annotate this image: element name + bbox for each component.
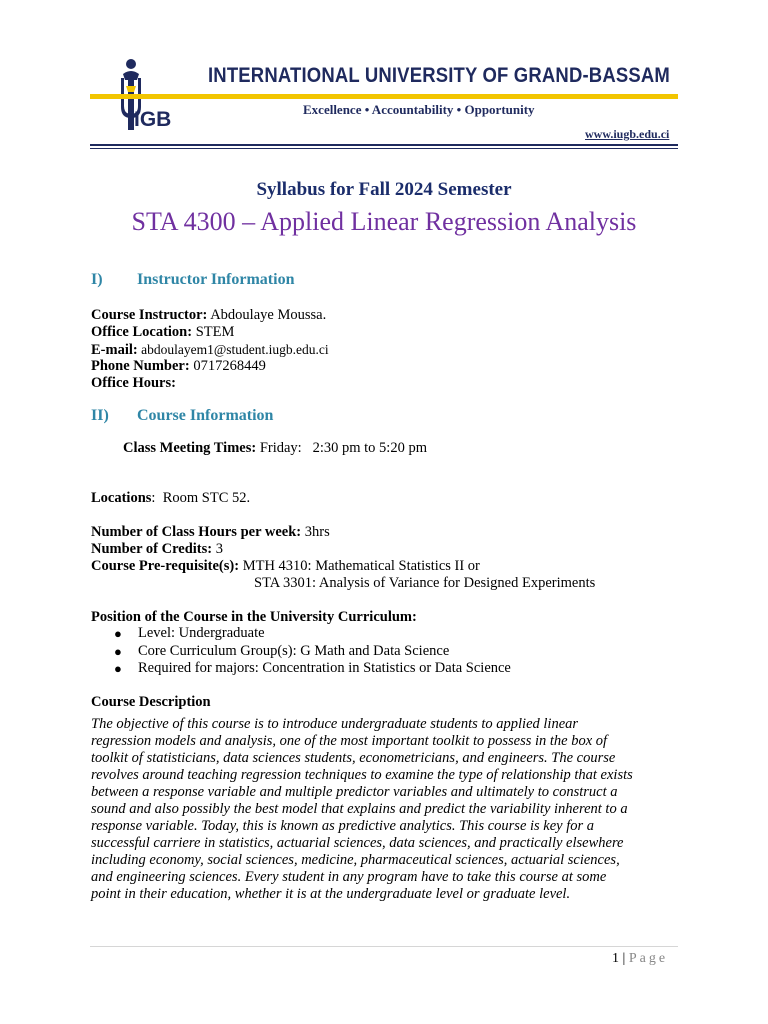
bullet-icon: ● xyxy=(114,626,122,641)
description-line: between a response variable and multiple predictor variables and ultimately to construct a xyxy=(91,784,618,800)
description-line: successful carriere in statistics, actuarial sciences, data sciences, and practically elsewhere xyxy=(91,835,624,851)
office-line xyxy=(91,324,234,341)
field-label: Locations xyxy=(91,490,152,506)
section-heading-instructor xyxy=(91,271,294,289)
field-label: Number of Credits: xyxy=(91,541,213,557)
field-value: 3hrs xyxy=(301,524,330,540)
list-item: ● Level: Undergraduate xyxy=(114,625,265,641)
page-number: 1 xyxy=(612,951,619,966)
description-line: regression models and analysis, one of the most important toolkit to possess in the box of xyxy=(91,733,608,749)
list-item: ● Core Curriculum Group(s): G Math and Data Science xyxy=(114,642,450,659)
field-label: Class Meeting Times: xyxy=(123,440,257,456)
description-line: and engineering sciences. Every student in any program have to take this course at some xyxy=(91,869,607,885)
university-motto: Excellence • Accountability • Opportunity xyxy=(303,102,535,117)
email-line xyxy=(91,341,329,359)
section-heading-course xyxy=(91,407,273,425)
section-title: Course Information xyxy=(137,407,274,424)
section-number: I) xyxy=(91,271,103,288)
header-rule xyxy=(90,144,678,146)
section-number: II) xyxy=(91,407,109,424)
field-label: Course Pre-requisite(s): xyxy=(91,558,240,574)
course-description-heading: Course Description xyxy=(91,694,211,710)
locations-line xyxy=(91,490,250,507)
page-separator: | xyxy=(619,951,629,966)
header-rule-thin xyxy=(90,148,678,149)
field-value: Abdoulaye Moussa. xyxy=(207,307,327,323)
prereq-line-2: STA 3301: Analysis of Variance for Designed Experiments xyxy=(254,575,596,591)
page-word: Page xyxy=(628,951,669,966)
field-value: 0717268449 xyxy=(189,358,266,374)
prereq-line xyxy=(91,558,480,575)
bullet-icon: ● xyxy=(114,661,122,676)
curriculum-list xyxy=(112,625,511,678)
office-hours-line xyxy=(91,375,176,392)
page-footer xyxy=(612,951,668,967)
description-line: The objective of this course is to introduce undergraduate students to applied linear xyxy=(91,716,579,732)
logo-text: IGB xyxy=(134,108,172,131)
description-line: revolves around teaching regression techniques to examine the type of relationship that exists xyxy=(91,767,633,783)
bullet-icon: ● xyxy=(114,643,122,659)
header-gold-rule xyxy=(90,94,678,99)
class-hours-line xyxy=(91,524,330,541)
meeting-times-line xyxy=(123,440,427,457)
phone-line xyxy=(91,358,266,375)
field-value: MTH 4310: Mathematical Statistics II or xyxy=(239,558,480,574)
field-value: 3 xyxy=(212,541,223,557)
description-line: sound and also possibly the best model that explains and predict the variability inherent to a xyxy=(91,801,628,817)
field-label: E-mail: xyxy=(91,342,138,358)
section-title: Instructor Information xyxy=(137,271,295,288)
syllabus-subtitle: Syllabus for Fall 2024 Semester xyxy=(256,179,512,200)
field-label: Office Hours: xyxy=(91,375,176,391)
list-item: ● Required for majors: Concentration in Statistics or Data Science xyxy=(114,660,511,676)
footer-rule xyxy=(90,946,678,947)
description-line: response variable. Today, this is known as predictive analytics. This course is key for a xyxy=(91,818,595,834)
description-line: point in their education, whether it is at the undergraduate level or graduate level. xyxy=(91,886,571,902)
description-line: toolkit of statisticians, data sciences students, econometricians, and engineers. The course xyxy=(91,750,616,766)
field-value: Friday: 2:30 pm to 5:20 pm xyxy=(256,440,427,456)
course-title: STA 4300 – Applied Linear Regression Analysis xyxy=(131,207,637,236)
instructor-line xyxy=(91,307,326,324)
credits-line xyxy=(91,541,223,558)
university-name: INTERNATIONAL UNIVERSITY OF GRAND-BASSAM xyxy=(208,63,670,87)
description-line: including economy, social sciences, medicine, pharmaceutical sciences, actuarial sciences, xyxy=(91,852,620,868)
course-description xyxy=(91,716,681,903)
email-value[interactable]: abdoulayem1@student.iugb.edu.ci xyxy=(137,342,329,357)
field-value: : Room STC 52. xyxy=(151,490,251,506)
website-link[interactable]: www.iugb.edu.ci xyxy=(585,127,670,141)
field-label: Course Instructor: xyxy=(91,307,208,323)
field-label: Phone Number: xyxy=(91,358,190,374)
curriculum-position-heading: Position of the Course in the University Curriculum: xyxy=(91,609,417,625)
field-label: Office Location: xyxy=(91,324,193,340)
field-label: Number of Class Hours per week: xyxy=(91,524,302,540)
field-value: STEM xyxy=(192,324,235,340)
